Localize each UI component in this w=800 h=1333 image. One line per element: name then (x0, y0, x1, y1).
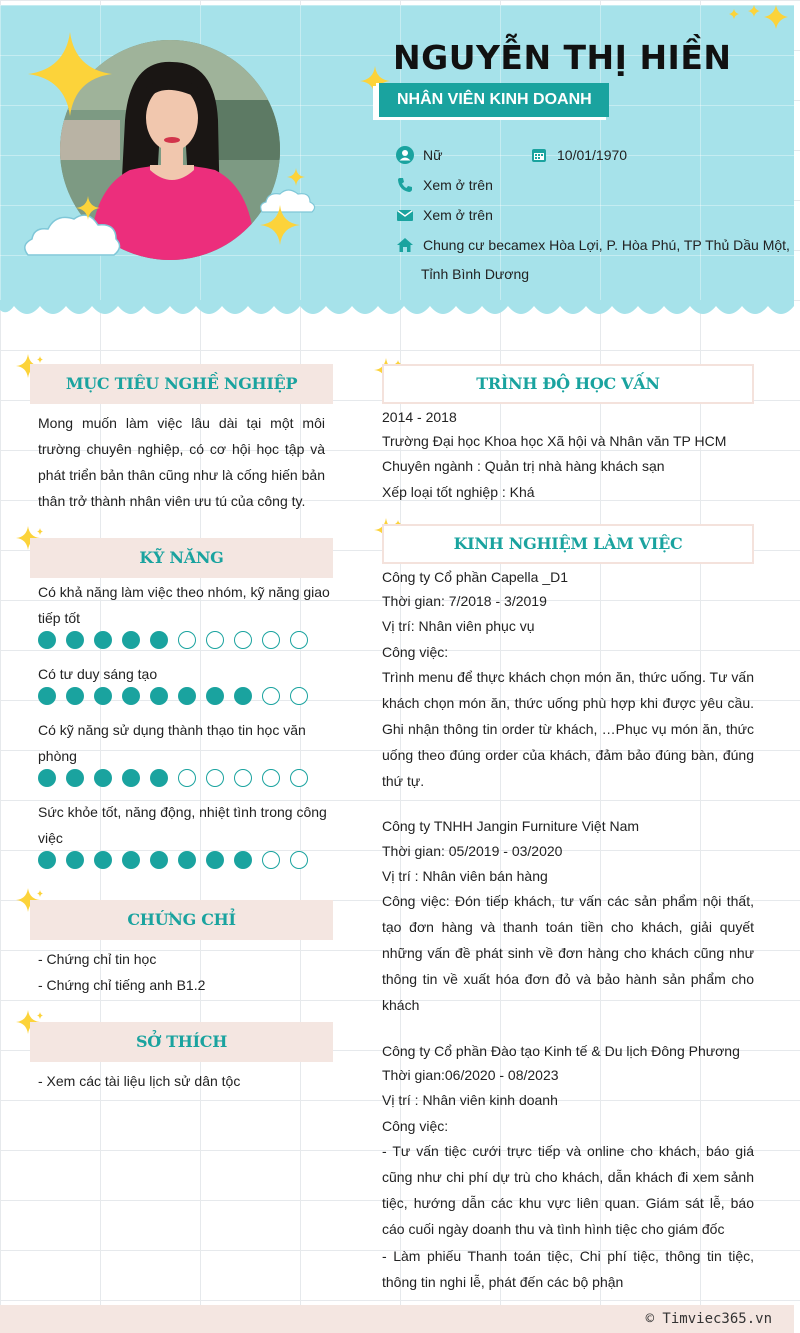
job-description: Trình menu để thực khách chọn món ăn, thức uống. Tư vấn khách chọn món ăn, thức uống phù hợp khi được yêu cầu. Ghi nhận thông tin order từ khách, …Phục vụ món ăn, thức uống theo đúng order của khách, đảm bảo đúng bàn, đúng thứ tự. (382, 669, 754, 789)
candidate-name: NGUYỄN THỊ HIỀN (393, 38, 732, 77)
rating-dot-filled (94, 851, 112, 869)
tiny-star-icon (287, 168, 305, 186)
phone-row (396, 176, 493, 194)
gender-row (396, 146, 442, 164)
job-position: Vị trí : Nhân viên bán hàng (382, 868, 548, 884)
skill-label: Có kỹ năng sử dụng thành thạo tin học văn (38, 722, 306, 738)
rating-dot-empty (262, 769, 280, 787)
address-line2: Tỉnh Bình Dương (421, 266, 530, 282)
rating-dot-filled (206, 851, 224, 869)
certificate-item: - Chứng chỉ tin học (38, 951, 157, 967)
email-icon (396, 206, 414, 224)
rating-dot-filled (234, 687, 252, 705)
education-grade: Xếp loại tốt nghiệp : Khá (382, 484, 535, 500)
rating-dot-empty (178, 631, 196, 649)
skill-rating (38, 687, 318, 705)
skill-label: tiếp tốt (38, 610, 81, 626)
phone-value: Xem ở trên (423, 177, 493, 193)
rating-dot-filled (66, 851, 84, 869)
rating-dot-filled (66, 687, 84, 705)
rating-dot-filled (122, 851, 140, 869)
rating-dot-empty (206, 631, 224, 649)
rating-dot-filled (122, 631, 140, 649)
email-value: Xem ở trên (423, 207, 493, 223)
objective-title: MỤC TIÊU NGHỀ NGHIỆP (30, 364, 333, 404)
skill-rating (38, 631, 318, 649)
hobby-item: - Xem các tài liệu lịch sử dân tộc (38, 1073, 241, 1089)
job-description: Công việc: Đón tiếp khách, tư vấn các sản phẩm nội thất, tạo đơn hàng và thanh toán tiền cho khách, giải quyết những vấn đề phát sinh về đơn hàng cho khách cũng như thông tin về xuất hóa đơn đỏ và bảo hành sản phẩm cho khách (382, 893, 754, 1013)
phone-icon (396, 176, 414, 194)
skills-title: KỸ NĂNG (30, 538, 333, 578)
job-position: Vị trí: Nhân viên phục vụ (382, 618, 535, 634)
rating-dot-empty (290, 687, 308, 705)
skill-label: việc (38, 830, 63, 846)
rating-dot-filled (178, 851, 196, 869)
rating-dot-filled (38, 631, 56, 649)
dob-value: 10/01/1970 (557, 147, 628, 163)
rating-dot-filled (122, 687, 140, 705)
skill-label: Sức khỏe tốt, năng động, nhiệt tình trong công (38, 804, 327, 820)
rating-dot-filled (122, 769, 140, 787)
certificates-title: CHỨNG CHỈ (30, 900, 333, 940)
rating-dot-empty (234, 631, 252, 649)
rating-dot-empty (234, 769, 252, 787)
email-row (396, 206, 493, 224)
rating-dot-empty (178, 769, 196, 787)
job-time: Thời gian:06/2020 - 08/2023 (382, 1067, 559, 1083)
rating-dot-filled (66, 769, 84, 787)
objective-text: Mong muốn làm việc lâu dài tại một môi trường chuyên nghiệp, có cơ hội học tập và phát triển bản thân cũng như là cống hiến bản thân trở thành nhân viên ưu tú của công ty. (38, 415, 325, 509)
experience-title: KINH NGHIỆM LÀM VIỆC (382, 524, 754, 564)
rating-dot-filled (150, 769, 168, 787)
rating-dot-empty (206, 769, 224, 787)
rating-dot-filled (66, 631, 84, 649)
gender-value: Nữ (423, 147, 443, 163)
cloud-decoration-left (20, 205, 124, 261)
education-school: Trường Đại học Khoa học Xã hội và Nhân văn TP HCM (382, 433, 727, 449)
address-line1: Chung cư becamex Hòa Lợi, P. Hòa Phú, TP Thủ Dầu Một, (423, 237, 790, 253)
rating-dot-empty (290, 769, 308, 787)
rating-dot-filled (150, 631, 168, 649)
rating-dot-filled (206, 687, 224, 705)
rating-dot-filled (38, 687, 56, 705)
skill-label: phòng (38, 748, 77, 764)
skill-label: Có tư duy sáng tạo (38, 666, 158, 682)
rating-dot-empty (262, 851, 280, 869)
job-company: Công ty TNHH Jangin Furniture Việt Nam (382, 818, 640, 834)
dob-row (530, 146, 627, 164)
job-work-label: Công việc: (382, 1118, 449, 1134)
footer-credit-link[interactable]: © Timviec365.vn (645, 1311, 772, 1327)
skill-label: Có khả năng làm việc theo nhóm, kỹ năng giao (38, 584, 330, 600)
job-work-label: Công việc: (382, 644, 449, 660)
calendar-icon (530, 146, 548, 164)
rating-dot-filled (234, 851, 252, 869)
corner-stars-icon (726, 3, 794, 33)
rating-dot-empty (262, 687, 280, 705)
job-position: Vị trí : Nhân viên kinh doanh (382, 1092, 558, 1108)
address-row (396, 236, 790, 254)
tiny-star-icon (76, 196, 100, 220)
rating-dot-filled (150, 851, 168, 869)
job-company: Công ty Cổ phần Capella _D1 (382, 569, 569, 585)
footer-bar (0, 1305, 794, 1333)
hobbies-title: SỞ THÍCH (30, 1022, 333, 1062)
job-title-badge: NHÂN VIÊN KINH DOANH (376, 83, 609, 117)
rating-dot-filled (178, 687, 196, 705)
rating-dot-empty (290, 631, 308, 649)
rating-dot-filled (94, 687, 112, 705)
job-description: - Tư vấn tiệc cưới trực tiếp và online cho khách, báo giá cũng như chi phí dự trù cho khách, dẫn khách đi xem sảnh tiệc, hướng dẫn các khu vực liên quan. Giám sát lễ, báo cáo cuối ngày doanh thu và tình hình tiệc cho giám đốc (382, 1143, 754, 1237)
rating-dot-filled (38, 769, 56, 787)
small-star-icon (260, 205, 300, 245)
education-major: Chuyên ngành : Quản trị nhà hàng khách sạn (382, 458, 665, 474)
education-years: 2014 - 2018 (382, 409, 457, 425)
skill-rating (38, 769, 318, 787)
rating-dot-empty (290, 851, 308, 869)
rating-dot-filled (94, 631, 112, 649)
big-star-icon (28, 32, 112, 116)
scallop-border (0, 300, 794, 326)
user-icon (396, 146, 414, 164)
job-time: Thời gian: 05/2019 - 03/2020 (382, 843, 563, 859)
job-company: Công ty Cổ phần Đào tạo Kinh tế & Du lịch Đông Phương (382, 1043, 740, 1059)
rating-dot-filled (38, 851, 56, 869)
job-time: Thời gian: 7/2018 - 3/2019 (382, 593, 547, 609)
rating-dot-filled (94, 769, 112, 787)
rating-dot-filled (150, 687, 168, 705)
certificate-item: - Chứng chỉ tiếng anh B1.2 (38, 977, 206, 993)
skill-rating (38, 851, 318, 869)
job-description: - Làm phiếu Thanh toán tiệc, Chi phí tiệc, thông tin tiệc, thông tin nghi lễ, phát đến các bộ phận (382, 1248, 754, 1290)
rating-dot-empty (262, 631, 280, 649)
education-title: TRÌNH ĐỘ HỌC VẤN (382, 364, 754, 404)
home-icon (396, 236, 414, 254)
